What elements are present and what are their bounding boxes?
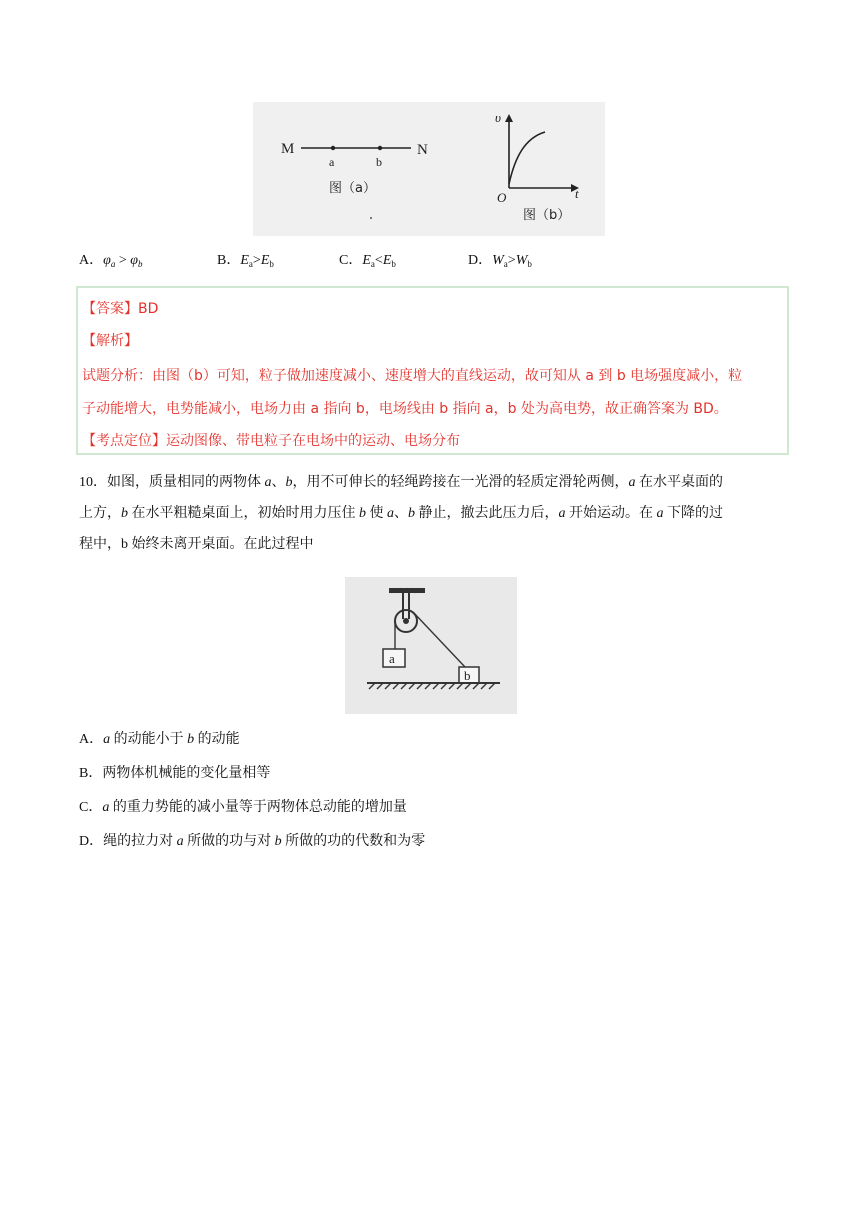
- caption-a: 图（a）: [329, 181, 376, 196]
- figure-pulley: [345, 577, 517, 714]
- answer-line: 【答案】BD: [82, 301, 159, 317]
- label-a: a: [329, 155, 335, 169]
- question-line-1: 10．如图，质量相同的两物体 a、b，用不可伸长的轻绳跨接在一光滑的轻质定滑轮两侧，a 在水平桌面的: [79, 475, 723, 490]
- rope-b: [413, 612, 465, 667]
- caption-b: 图（b）: [523, 208, 571, 223]
- label-origin: O: [497, 190, 507, 205]
- speck: [370, 217, 372, 219]
- kaodian-line: 【考点定位】运动图像、带电粒子在电场中的运动、电场分布: [82, 433, 460, 449]
- option-c: C．$E_a<E_b$: [339, 253, 396, 269]
- label-m: M: [281, 141, 295, 157]
- analysis-line-2: 子动能增大，电势能减小，电场力由 a 指向 b，电场线由 b 指向 a，b 处为高电势，故正确答案为 BD。: [82, 401, 728, 417]
- answer-box: [76, 286, 789, 455]
- block-a-label: a: [389, 651, 395, 666]
- v-t-curve: [509, 132, 545, 184]
- choice-d: D．绳的拉力对 a 所做的功与对 b 所做的功的代数和为零: [79, 834, 426, 849]
- options-row-q9: [79, 250, 779, 272]
- pulley-axle: [403, 618, 409, 624]
- option-a: A．$\varphi_a > \varphi_b$: [79, 253, 143, 269]
- v-axis-arrow: [505, 114, 513, 122]
- label-n: N: [417, 142, 428, 158]
- label-t: t: [575, 186, 579, 201]
- choice-a: A．a 的动能小于 b 的动能: [79, 732, 240, 747]
- pulley-drawing: [345, 577, 517, 714]
- option-d: D．$W_a>W_b$: [468, 253, 532, 269]
- block-b-label: b: [464, 668, 471, 683]
- figure-ab: [253, 102, 605, 236]
- analysis-line-1: 试题分析：由图（b）可知，粒子做加速度减小、速度增大的直线运动，故可知从 a 到 b 电场强度减小，粒: [82, 368, 743, 384]
- option-b: B．$E_a>E_b$: [217, 253, 274, 269]
- analysis-title: 【解析】: [82, 333, 138, 349]
- point-b: [378, 146, 382, 150]
- question-line-2: 上方，b 在水平粗糙桌面上，初始时用力压住 b 使 a、b 静止，撤去此压力后，a 开始运动。在 a 下降的过: [79, 506, 723, 521]
- question-line-3: 程中，b 始终未离开桌面。在此过程中: [79, 537, 314, 552]
- choice-c: C．a 的重力势能的减小量等于两物体总动能的增加量: [79, 800, 407, 815]
- label-b: b: [376, 155, 382, 169]
- point-a: [331, 146, 335, 150]
- figure-ab-drawing: [253, 102, 605, 236]
- label-v: υ: [495, 110, 501, 125]
- choice-b: B．两物体机械能的变化量相等: [79, 766, 271, 781]
